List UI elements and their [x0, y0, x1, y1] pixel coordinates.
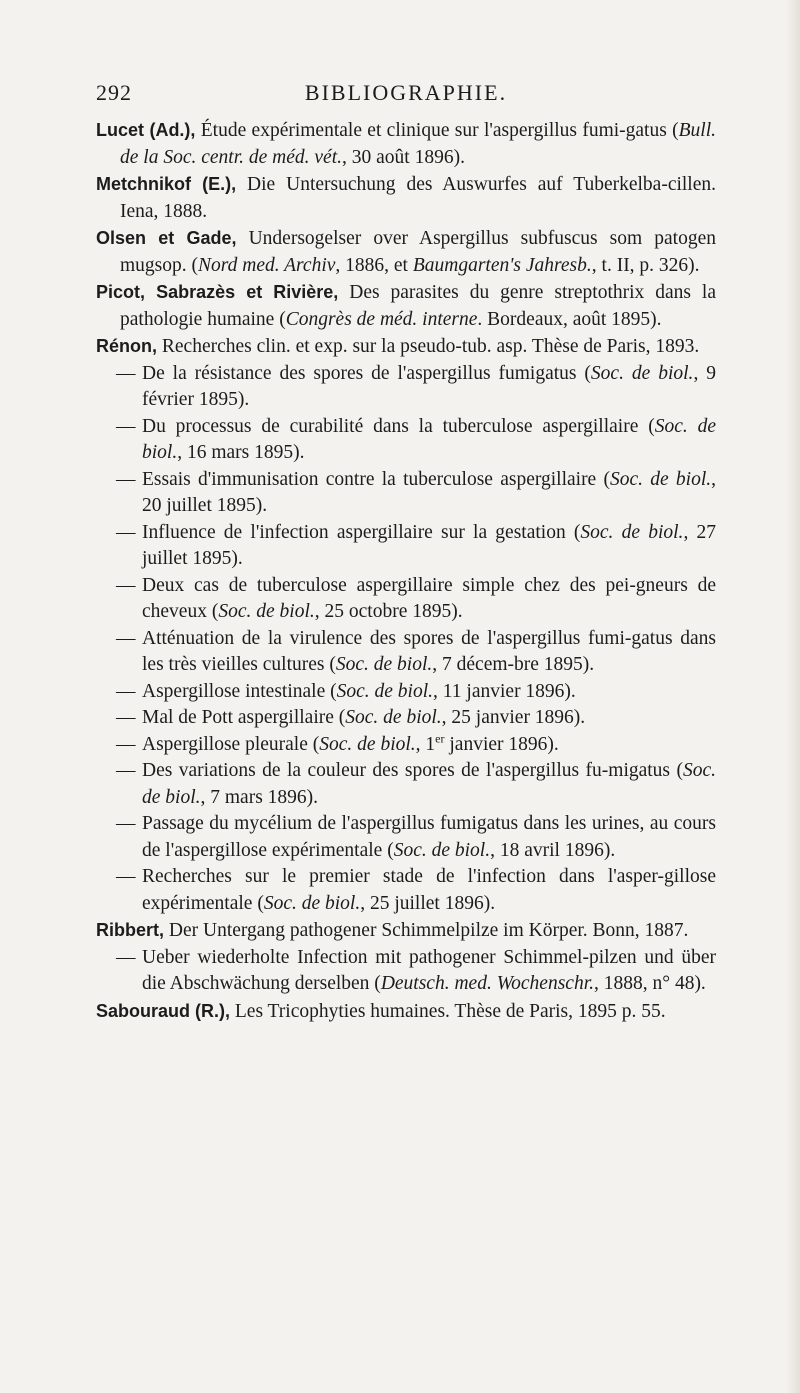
journal-title: Congrès de méd. interne: [285, 308, 478, 330]
author-name: Picot, Sabrazès et Rivière,: [96, 282, 339, 302]
entry-text: , 25 janvier 1896).: [441, 707, 586, 728]
entry-text: De la résistance des spores de l'aspergillus fumigatus (: [142, 362, 591, 384]
superscript: er: [435, 731, 445, 745]
journal-title: Soc. de biol.: [142, 760, 716, 808]
entry-text: , 11 janvier 1896).: [433, 680, 576, 702]
journal-title: Nord med. Archiv: [198, 254, 336, 276]
entry-text: Du processus de curabilité dans la tuberculose aspergillaire (: [142, 415, 655, 437]
entry-text: , 18 avril 1896).: [490, 839, 616, 861]
entry-text: , 25 octobre 1895).: [314, 601, 463, 622]
bibliography-entry: [96, 917, 716, 945]
journal-title: Baumgarten's Jahresb.: [412, 254, 592, 276]
entry-text: Recherches sur le premier stade de l'infection dans l'asper-gillose expérimentale (: [142, 866, 716, 914]
ditto-dash: —: [116, 521, 136, 543]
ditto-dash: —: [116, 415, 136, 437]
author-name: Rénon,: [96, 336, 157, 356]
bibliography-sub-entry: [96, 679, 716, 706]
bibliography-entry: [96, 998, 716, 1026]
bibliography-entry: [96, 279, 716, 333]
bibliography-sub-entry: [96, 945, 716, 998]
author-name: Lucet (Ad.),: [96, 120, 196, 140]
entry-text: , 27 juillet 1895).: [142, 521, 716, 569]
bibliography-sub-entry: [96, 811, 716, 864]
bibliography-sub-entry: [96, 705, 716, 732]
entry-text: Undersogelser over Aspergillus subfuscus som patogen mugsop. (: [120, 228, 716, 276]
entry-text: Des parasites du genre streptothrix dans la pathologie humaine (: [120, 282, 716, 330]
bibliography-sub-entry: [96, 758, 716, 811]
journal-title: Soc. de biol.: [609, 468, 712, 490]
entry-text: , 9 février 1895).: [142, 362, 716, 410]
author-name: Sabouraud (R.),: [96, 1000, 230, 1021]
author-name: Metchnikof (E.),: [96, 174, 237, 194]
entry-text: , 1: [415, 733, 436, 755]
journal-title: Soc. de biol.: [142, 415, 716, 463]
bibliography-sub-entry: [96, 467, 716, 520]
entry-text: , 30 août 1896).: [342, 146, 465, 168]
entry-text: Der Untergang pathogener Schimmelpilze im Körper. Bonn, 1887.: [164, 920, 689, 941]
page-edge-shadow: [786, 0, 800, 1393]
entry-text: Ueber wiederholte Infection mit pathogener Schimmel-pilzen und über die Abschwächung derselben (: [142, 946, 716, 994]
entry-text: , 20 juillet 1895).: [142, 468, 716, 516]
journal-title: Deutsch. med. Wochenschr.: [380, 973, 595, 994]
ditto-dash: —: [116, 680, 136, 702]
bibliography-list: [96, 117, 716, 1025]
ditto-dash: —: [116, 813, 136, 834]
entry-text: Deux cas de tuberculose aspergillaire simple chez des pei-gneurs de cheveux (: [142, 574, 716, 622]
entry-text: , 25 juillet 1896).: [360, 892, 496, 914]
ditto-dash: —: [116, 627, 136, 649]
bibliography-sub-entry: [96, 573, 716, 626]
ditto-dash: —: [116, 733, 136, 755]
journal-title: Soc. de biol.: [218, 601, 315, 622]
ditto-dash: —: [116, 468, 136, 490]
entry-text: , t. II, p. 326).: [591, 254, 700, 276]
entry-text: . Bordeaux, août 1895).: [477, 308, 662, 330]
entry-text: janvier 1896).: [444, 733, 559, 755]
bibliography-sub-entry: [96, 414, 716, 467]
journal-title: Soc. de biol.: [590, 362, 694, 384]
entry-text: Die Untersuchung des Auswurfes auf Tuberkelba-cillen. Iena, 1888.: [120, 174, 717, 222]
bibliography-sub-entry: [96, 361, 716, 414]
entry-text: Recherches clin. et exp. sur la pseudo-tub. asp. Thèse de Paris, 1893.: [157, 336, 700, 357]
ditto-dash: —: [116, 946, 136, 968]
entry-text: Atténuation de la virulence des spores de l'aspergillus fumi-gatus dans les très vieilles cultures (: [142, 627, 716, 675]
author-name: Ribbert,: [96, 920, 165, 940]
journal-title: Soc. de biol.: [263, 892, 361, 914]
page-number: 292: [96, 80, 132, 105]
entry-text: Mal de Pott aspergillaire (: [142, 707, 346, 728]
bibliography-entry: [96, 171, 716, 225]
author-name: Olsen et Gade,: [96, 228, 237, 248]
bibliography-entry: [96, 333, 716, 361]
entry-text: Aspergillose intestinale (: [142, 680, 337, 702]
journal-title: Soc. de biol.: [319, 733, 416, 755]
ditto-dash: —: [116, 362, 136, 384]
entry-text: Aspergillose pleurale (: [142, 733, 320, 755]
journal-title: Soc. de biol.: [393, 839, 491, 861]
bibliography-entry: [96, 117, 716, 171]
entry-text: , 7 décem-bre 1895).: [432, 654, 595, 675]
bibliography-sub-entry: [96, 864, 716, 917]
bibliography-sub-entry: [96, 732, 716, 759]
ditto-dash: —: [116, 760, 136, 781]
journal-title: Bull. de la Soc. centr. de méd. vét.: [120, 120, 716, 168]
entry-text: , 1888, n° 48).: [594, 973, 706, 994]
entry-text: , 1886, et: [335, 254, 413, 276]
entry-text: , 16 mars 1895).: [177, 442, 305, 463]
journal-title: Soc. de biol.: [336, 680, 434, 702]
journal-title: Soc. de biol.: [335, 654, 433, 675]
entry-text: Les Tricophyties humaines. Thèse de Paris, 1895 p. 55.: [230, 1000, 666, 1022]
entry-text: , 7 mars 1896).: [200, 786, 319, 808]
entry-text: Passage du mycélium de l'aspergillus fumigatus dans les urines, au cours de l'aspergillose expérimentale (: [142, 813, 716, 861]
entry-text: Influence de l'infection aspergillaire sur la gestation (: [142, 521, 581, 543]
entry-text: Étude expérimentale et clinique sur l'aspergillus fumi-gatus (: [195, 120, 679, 141]
bibliography-sub-entry: [96, 626, 716, 679]
ditto-dash: —: [116, 866, 136, 887]
ditto-dash: —: [116, 707, 136, 728]
running-title: BIBLIOGRAPHIE.: [304, 80, 508, 105]
entry-text: Essais d'immunisation contre la tuberculose aspergillaire (: [142, 468, 610, 490]
entry-text: Des variations de la couleur des spores de l'aspergillus fu-migatus (: [142, 760, 683, 781]
bibliography-entry: [96, 225, 716, 279]
bibliography-sub-entry: [96, 520, 716, 573]
journal-title: Soc. de biol.: [580, 521, 684, 543]
journal-title: Soc. de biol.: [345, 707, 442, 728]
ditto-dash: —: [116, 574, 136, 596]
